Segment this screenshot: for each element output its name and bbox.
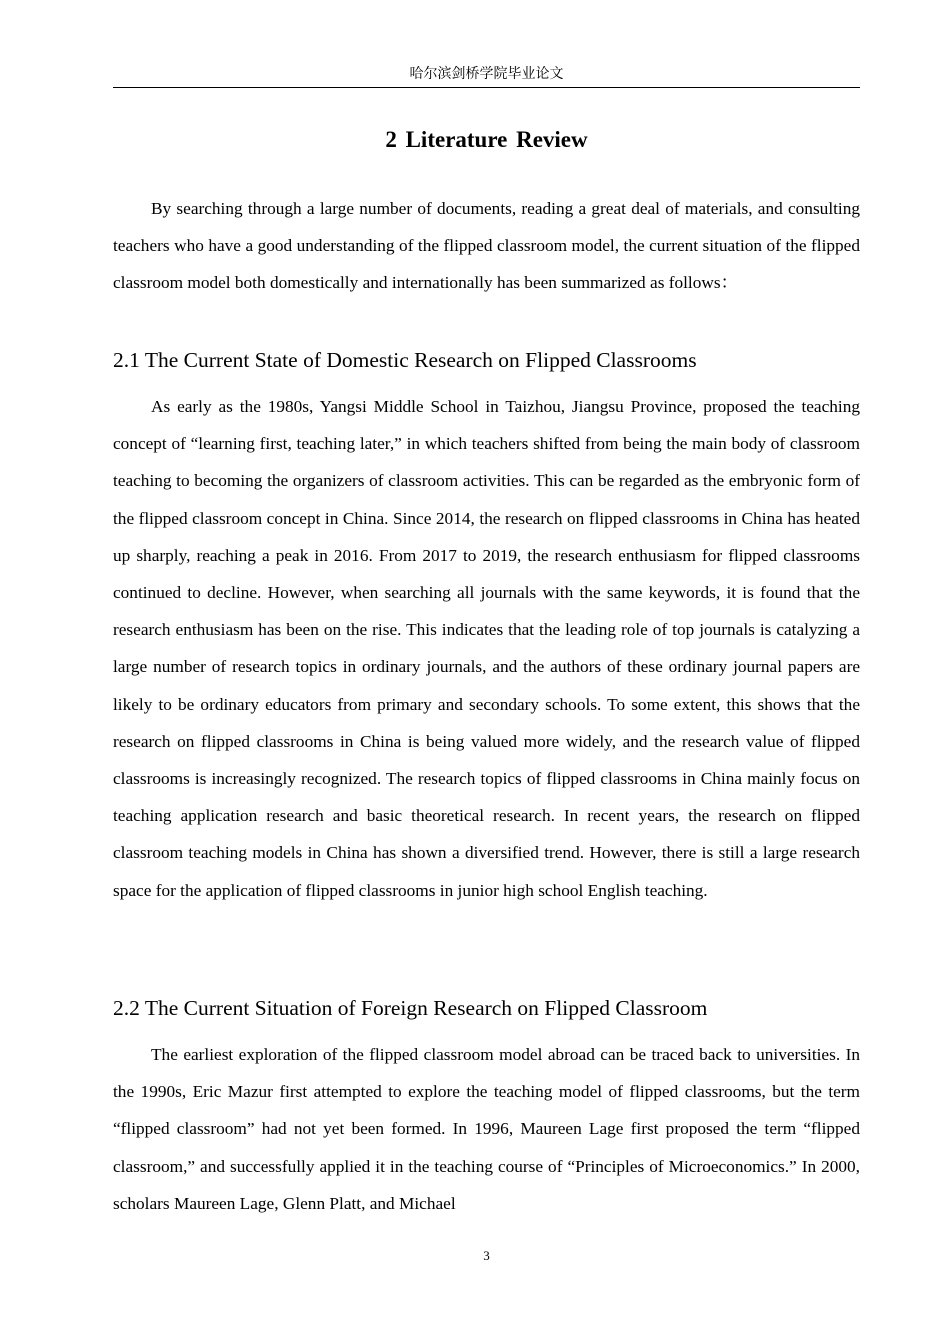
intro-paragraph: By searching through a large number of documents, reading a great deal of materials, and consulting teachers who have a good understanding of the flipped classroom model, the current situation of the flipped classroom model both domestically and internationally has been summarized as follows： — [113, 199, 860, 293]
section-heading-2-2: 2.2 The Current Situation of Foreign Research on Flipped Classroom — [113, 996, 708, 1020]
page-number: 3 — [483, 1248, 490, 1263]
chapter-title: 2 Literature Review — [385, 127, 588, 152]
header-rule — [113, 87, 860, 88]
section-2-2-paragraph: The earliest exploration of the flipped classroom model abroad can be traced back to universities. In the 1990s, Eric Mazur first attempted to explore the teaching model of flipped classrooms, but the term “flipped classroom” had not yet been formed. In 1996, Maureen Lage first proposed the term “flipped classroom,” and successfully applied it in the teaching course of “Principles of Microeconomics.” In 2000, scholars Maureen Lage, Glenn Platt, and Michael — [113, 1045, 860, 1213]
section-heading-2-1: 2.1 The Current State of Domestic Research on Flipped Classrooms — [113, 348, 697, 372]
section-2-1-paragraph: As early as the 1980s, Yangsi Middle School in Taizhou, Jiangsu Province, proposed the teaching concept of “learning first, teaching later,” in which teachers shifted from being the main body of classroom teaching to becoming the organizers of classroom activities. This can be regarded as the embryonic form of the flipped classroom concept in China. Since 2014, the research on flipped classrooms in China has heated up sharply, reaching a peak in 2016. From 2017 to 2019, the research enthusiasm for flipped classrooms continued to decline. However, when searching all journals with the same keywords, it is found that the research enthusiasm has been on the rise. This indicates that the leading role of top journals is catalyzing a large number of research topics in ordinary journals, and the authors of these ordinary journal papers are likely to be ordinary educators from primary and secondary schools. To some extent, this shows that the research on flipped classrooms in China is being valued more widely, and the research value of flipped classrooms is increasingly recognized. The research topics of flipped classrooms in China mainly focus on teaching application research and basic theoretical research. In recent years, the research on flipped classroom teaching models in China has shown a diversified trend. However, there is still a large research space for the application of flipped classrooms in junior high school English teaching. — [113, 397, 860, 900]
page-header: 哈尔滨剑桥学院毕业论文 — [409, 66, 564, 82]
